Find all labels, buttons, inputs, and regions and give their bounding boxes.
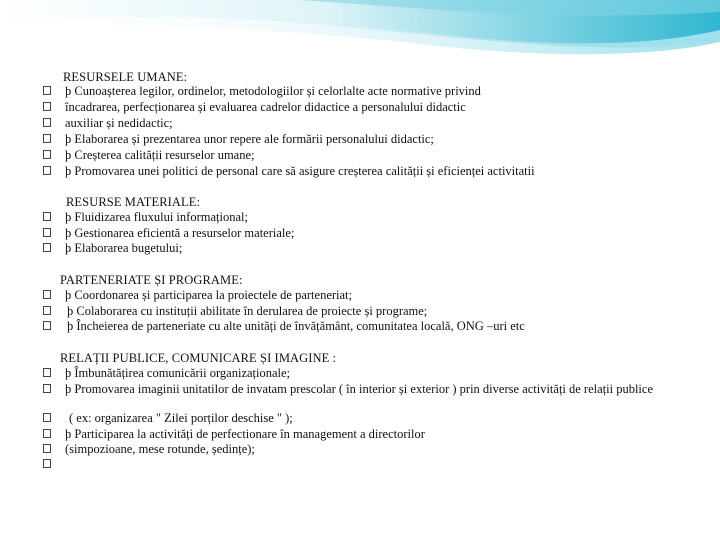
bullet-box-icon xyxy=(43,429,51,438)
bullet-box-icon xyxy=(43,243,51,252)
bullet-box-icon xyxy=(43,150,51,159)
bullet-box-icon xyxy=(43,321,51,330)
bullet-box-icon xyxy=(43,118,51,127)
section-heading-parteneriate: PARTENERIATE ȘI PROGRAME: xyxy=(60,273,243,287)
bullet-box-icon xyxy=(43,290,51,299)
bullet-box-icon xyxy=(43,384,51,393)
section-heading-resurse-umane: RESURSELE UMANE: xyxy=(63,70,188,84)
bullet-box-icon xyxy=(43,86,51,95)
bullet-box-icon xyxy=(43,459,51,468)
bullet-box-icon xyxy=(43,306,51,315)
bullet-box-icon xyxy=(43,368,51,377)
section-heading-resurse-materiale: RESURSE MATERIALE: xyxy=(66,195,201,209)
bullet-box-icon xyxy=(43,134,51,143)
section-heading-relatii-publice: RELAȚII PUBLICE, COMUNICARE ȘI IMAGINE : xyxy=(60,351,337,365)
bullet-box-icon xyxy=(43,166,51,175)
bullet-box-icon xyxy=(43,413,51,422)
bullet-box-icon xyxy=(43,212,51,221)
slide-content: RESURSELE UMANE: þ Cunoașterea legilor, ordinelor, metodologiilor și celorlalte acte normative privind încadrarea, perfecționarea și evaluarea cadrelor didactice a personalului didactic auxiliar și nedidactic; þ Elaborarea și prezentarea unor repere ale formării personalului didactic; þ Creșterea calității resurselor umane; þ Promovarea unei politici de personal care să asigure creșterea calității și eficienței activitatii RESURSE MATERIALE: þ Fluidizarea fluxului informațional; þ Gestionarea eficientă a resurselor materiale; þ Elaborarea bugetului; PARTENERIATE ȘI PROGRAME: þ Coordonarea și participarea la proiectele de parteneriat; þ Colaborarea cu instituții abilitate în derularea de proiecte și programe; þ Încheierea de parteneriate cu alte unități de învățământ, comunitatea locală, ONG –uri etc RELAȚII PUBLICE, COMUNICARE ȘI IMAGINE : þ Îmbunătățirea comunicării organizaționale; þ Promovarea imaginii unitatilor de invatam prescolar ( în interior și exterior ) prin diverse activități de relații publice ( ex: organizarea " Zilei porților deschise " ); þ Participarea la activități de perfectionare în management a directorilor (simpozioane, mese rotunde, ședințe); xyxy=(0,0,720,540)
bullet-box-icon xyxy=(43,228,51,237)
bullet-box-icon xyxy=(43,444,51,453)
bullet-box-icon xyxy=(43,102,51,111)
